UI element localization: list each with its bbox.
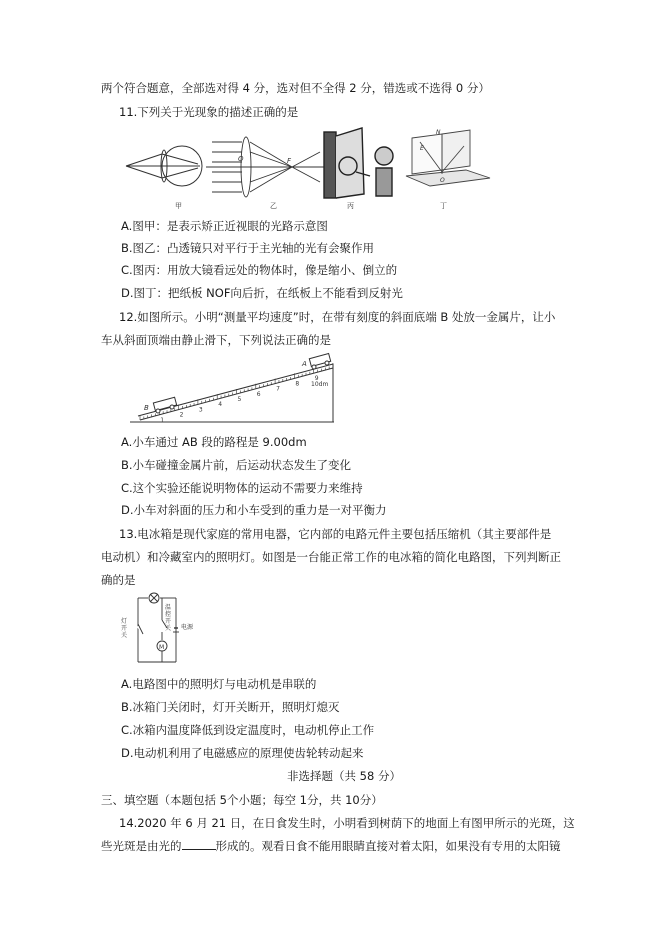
question-12-stem-1: 12.如图所示。小明“测量平均速度”时，在带有刻度的斜面底端 B 处放一金属片，让小	[119, 310, 556, 324]
scale-tick-label: 3	[198, 406, 203, 414]
instruction-line: 两个符合题意，全部选对得 4 分，选对但不全得 2 分，错选或不选得 0 分）	[101, 81, 490, 95]
figure-11	[120, 124, 505, 214]
label-motor: M	[159, 644, 165, 651]
q13-option-d: D.电动机利用了电磁感应的原理使齿轮转动起来	[121, 746, 364, 760]
question-13-stem-3: 确的是	[101, 573, 136, 587]
section-title: 非选择题（共 58 分）	[287, 769, 401, 783]
scale-tick-label: 8	[295, 380, 300, 388]
scale-tick-label: 9	[314, 375, 319, 383]
q12-option-c: C.这个实验还能说明物体的运动不需要力来维持	[121, 481, 363, 495]
label-o2: O	[440, 177, 445, 184]
fig-reflection-board	[406, 130, 490, 186]
label-o: O	[238, 155, 244, 163]
label-lamp-switch: 灯开关	[121, 618, 128, 639]
scale-tick-label: 7	[276, 385, 280, 393]
q13-option-c: C.冰箱内温度降低到设定温度时，电动机停止工作	[121, 723, 375, 737]
label-scale-unit: 10dm	[311, 381, 329, 388]
label-temp-switch: 温控开关	[165, 604, 172, 632]
label-power: 电源	[181, 624, 194, 631]
figure-13	[118, 590, 218, 670]
question-14-stem-2	[101, 838, 561, 854]
label-bing: 丙	[347, 202, 354, 210]
question-12-stem-2: 车从斜面顶端由静止滑下，下列说法正确的是	[101, 333, 331, 347]
scale-tick-label: 5	[237, 396, 242, 403]
fig-magnifier	[324, 128, 393, 198]
q11-option-c: C.图丙：用放大镜看远处的物体时，像是缩小、倒立的	[121, 263, 398, 277]
label-yi: 乙	[270, 202, 277, 210]
scale-tick-label: 4	[218, 401, 223, 409]
section-3-heading: 三、填空题（本题包括 5个小题；每空 1分，共 10分）	[101, 793, 383, 807]
q11-option-b: B.图乙：凸透镜只对平行于主光轴的光有会聚作用	[121, 241, 375, 255]
scale-tick-label: 1	[160, 416, 165, 424]
question-13-stem-2: 电动机）和冷藏室内的照明灯。如图是一台能正常工作的电冰箱的简化电路图，下列判断正	[101, 550, 561, 564]
q11-option-a: A.图甲：是表示矫正近视眼的光路示意图	[121, 219, 328, 233]
q14-text-before-blank: 些光斑是由光的	[101, 839, 182, 853]
cart-top	[309, 354, 330, 369]
label-e: E	[420, 145, 424, 152]
answer-blank[interactable]	[182, 838, 216, 850]
question-13-stem-1: 13.电冰箱是现代家庭的常用电器，它内部的电路元件主要包括压缩机（其主要部件是	[119, 527, 552, 541]
figure-12	[128, 350, 338, 426]
question-11-stem: 11.下列关于光现象的描述正确的是	[119, 105, 299, 119]
label-jia: 甲	[175, 202, 182, 210]
q11-option-d: D.图丁：把纸板 NOF向后折，在纸板上不能看到反射光	[121, 286, 403, 300]
q13-option-a: A.电路图中的照明灯与电动机是串联的	[121, 677, 317, 691]
q12-option-b: B.小车碰撞金属片前，后运动状态发生了变化	[121, 458, 352, 472]
scale-tick-label: 6	[256, 390, 261, 398]
label-point-a: A	[302, 360, 307, 368]
q12-option-d: D.小车对斜面的压力和小车受到的重力是一对平衡力	[121, 503, 387, 517]
label-n: N	[436, 129, 441, 136]
fig-eye	[126, 146, 202, 186]
label-f: F	[287, 157, 292, 165]
label-point-b: B	[144, 404, 149, 412]
q14-text-after-blank: 形成的。观看日食不能用眼睛直接对着太阳，如果没有专用的太阳镜	[215, 839, 561, 853]
scale-tick-label: 2	[179, 411, 184, 419]
label-ding: 丁	[440, 202, 447, 210]
fig-convex-lens	[206, 137, 325, 197]
q12-option-a: A.小车通过 AB 段的路程是 9.00dm	[121, 435, 307, 449]
q13-option-b: B.冰箱门关闭时，灯开关断开，照明灯熄灭	[121, 700, 340, 714]
question-14-stem-1: 14.2020 年 6 月 21 日，在日食发生时，小明看到树荫下的地面上有图甲所示的光斑，这	[119, 816, 575, 830]
